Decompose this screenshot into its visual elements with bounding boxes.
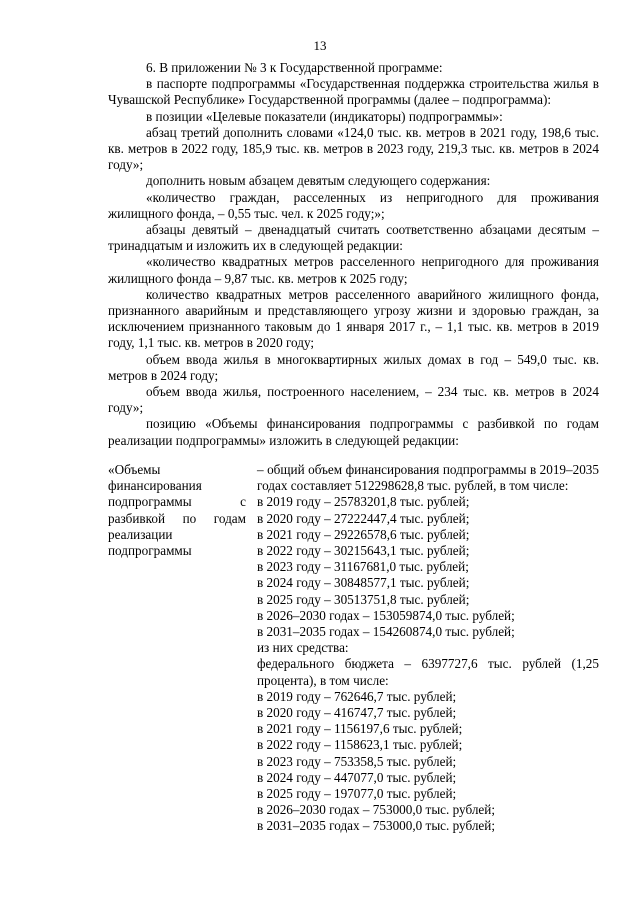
paragraph: «количество граждан, расселенных из непригодного для проживания жилищного фонда, – 0,55 тыс. чел. к 2025 году;»; xyxy=(108,189,599,221)
table-line: в 2023 году – 31167681,0 тыс. рублей; xyxy=(257,559,469,575)
table-line: в 2025 году – 30513751,8 тыс. рублей; xyxy=(257,591,470,607)
table-line: в 2031–2035 годах – 154260874,0 тыс. рублей; xyxy=(257,624,515,640)
table-line: в 2026–2030 годах – 153059874,0 тыс. рублей; xyxy=(257,607,515,623)
table-line: в 2031–2035 годах – 753000,0 тыс. рублей; xyxy=(257,818,495,834)
table-line: – общий объем финансирования подпрограммы в 2019–2035 годах составляет 512298628,8 тыс. рублей, в том числе: xyxy=(257,462,599,494)
table-line: федерального бюджета – 6397727,6 тыс. рублей (1,25 процента), в том числе: xyxy=(257,656,599,688)
paragraph: количество квадратных метров расселенного аварийного жилищного фонда, признанного аварийным и представляющего угрозу жизни и здоровью граждан, за исключением признанного таковым до 1 января 2017 г., – 1,1 тыс. кв. метров в 2019 году, 1,1 тыс. кв. метров в 2020 году; xyxy=(108,286,599,351)
paragraph: абзацы девятый – двенадцатый считать соответственно абзацами десятым – тринадцатым и изложить их в следующей редакции: xyxy=(108,222,599,254)
paragraph: «количество квадратных метров расселенного непригодного для проживания жилищного фонда – 9,87 тыс. кв. метров к 2025 году; xyxy=(108,254,599,286)
paragraph: дополнить новым абзацем девятым следующего содержания: xyxy=(146,173,491,189)
table-line: в 2024 году – 30848577,1 тыс. рублей; xyxy=(257,575,470,591)
paragraph: объем ввода жилья, построенного населением, – 234 тыс. кв. метров в 2024 году»; xyxy=(108,384,599,416)
table-left-cell: «Объемы финансирования подпрограммы с разбивкой по годам реализации подпрограммы xyxy=(108,462,246,559)
paragraph: в позиции «Целевые показатели (индикаторы) подпрограммы»: xyxy=(146,108,503,124)
table-line: в 2020 году – 416747,7 тыс. рублей; xyxy=(257,705,457,721)
paragraph: 6. В приложении № 3 к Государственной программе: xyxy=(146,60,443,75)
table-line: в 2019 году – 25783201,8 тыс. рублей; xyxy=(257,494,470,510)
document-body xyxy=(108,60,599,449)
table-line: в 2021 году – 1156197,6 тыс. рублей; xyxy=(257,721,463,737)
table-line: в 2025 году – 197077,0 тыс. рублей; xyxy=(257,786,457,802)
table-right-cell xyxy=(257,462,599,835)
table-line: в 2023 году – 753358,5 тыс. рублей; xyxy=(257,753,457,769)
paragraph: объем ввода жилья в многоквартирных жилых домах в год – 549,0 тыс. кв. метров в 2024 году; xyxy=(108,351,599,383)
table-line: в 2020 году – 27222447,4 тыс. рублей; xyxy=(257,510,470,526)
table-line: в 2021 году – 29226578,6 тыс. рублей; xyxy=(257,526,470,542)
paragraph: в паспорте подпрограммы «Государственная поддержка строительства жилья в Чувашской Республике» Государственной программы (далее – подпрограмма): xyxy=(108,76,599,108)
table-line: в 2026–2030 годах – 753000,0 тыс. рублей; xyxy=(257,802,495,818)
paragraph: абзац третий дополнить словами «124,0 тыс. кв. метров в 2021 году, 198,6 тыс. кв. метров в 2022 году, 185,9 тыс. кв. метров в 2023 году, 219,3 тыс. кв. метров в 2024 году»; xyxy=(108,124,599,173)
table-line: в 2022 году – 1158623,1 тыс. рублей; xyxy=(257,737,463,753)
table-line: в 2024 году – 447077,0 тыс. рублей; xyxy=(257,769,457,785)
page-number: 13 xyxy=(313,38,327,53)
paragraph: позицию «Объемы финансирования подпрограммы с разбивкой по годам реализации подпрограммы» изложить в следующей редакции: xyxy=(108,416,599,448)
table-line: из них средства: xyxy=(257,640,349,656)
table-line: в 2022 году – 30215643,1 тыс. рублей; xyxy=(257,543,470,559)
table-line: в 2019 году – 762646,7 тыс. рублей; xyxy=(257,688,457,704)
